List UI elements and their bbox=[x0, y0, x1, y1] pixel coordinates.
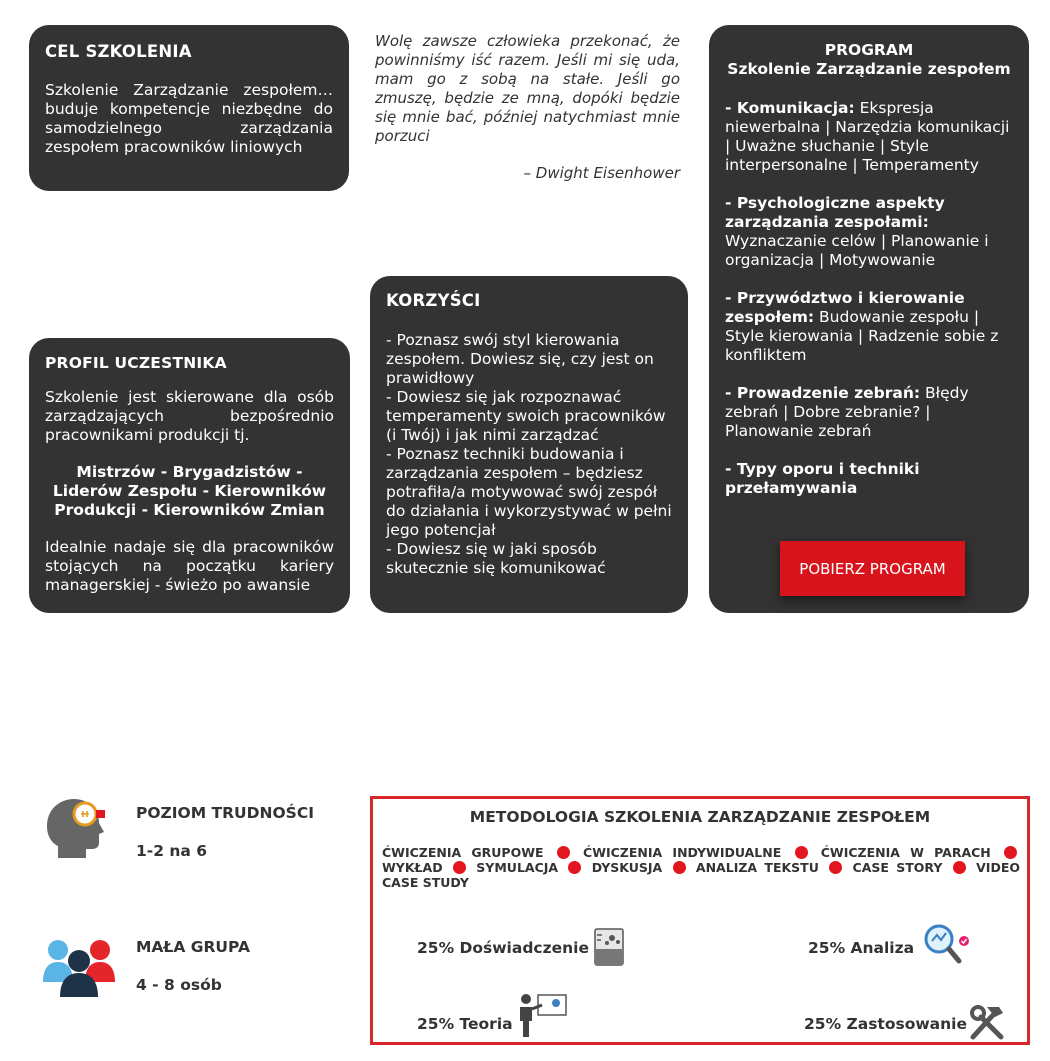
lab-beaker-icon bbox=[592, 927, 626, 971]
red-dot-icon bbox=[673, 861, 686, 874]
methodology-title: METODOLOGIA SZKOLENIA ZARZĄDZANIE ZESPOŁEM bbox=[469, 808, 931, 826]
red-dot-icon bbox=[557, 846, 570, 859]
group-people-icon bbox=[43, 936, 115, 998]
red-dot-icon bbox=[568, 861, 581, 874]
share-application: 25% Zastosowanie bbox=[804, 1015, 967, 1033]
quote-author: – Dwight Eisenhower bbox=[523, 164, 680, 182]
red-dot-icon bbox=[1004, 846, 1017, 859]
method-item: ĆWICZENIA INDYWIDUALNE bbox=[583, 845, 782, 860]
tools-hammer-wrench-icon bbox=[967, 1003, 1007, 1045]
presenter-board-icon bbox=[516, 991, 568, 1043]
share-experience: 25% Doświadczenie bbox=[417, 939, 590, 957]
benefit-item: - Dowiesz się w jaki sposób skutecznie się komunikować bbox=[386, 540, 606, 577]
goal-text: Szkolenie Zarządzanie zespołem… buduje kompetencje niezbędne do samodzielnego zarządzania zespołem pracowników liniowych bbox=[45, 81, 333, 156]
benefit-item: - Dowiesz się jak rozpoznawać temperamenty swoich pracowników (i Twój) i jak nimi zarządzać bbox=[386, 388, 666, 444]
quote-text: Wolę zawsze człowieka przekonać, że powinniśmy iść razem. Jeśli mi się uda, mam go z sobą na stałe. Jeśli go zmuszę, będzie ze mną, dopóki będzie się mnie bać, później natychmiast mnie porzuci bbox=[375, 32, 680, 145]
program-section-psychology bbox=[725, 194, 1013, 270]
methodology-list bbox=[382, 845, 1020, 890]
program-section-label: - Komunikacja: bbox=[725, 99, 855, 117]
method-item: SYMULACJA bbox=[476, 860, 559, 875]
program-section-text: Ekspresja niewerbalna | Narzędzia komunikacji | Uważne słuchanie | Style interpersonalne | Temperamenty bbox=[725, 99, 1010, 174]
program-section-label: - Przywództwo i kierowanie zespołem: bbox=[725, 289, 965, 326]
participant-profile-roles: Mistrzów - Brygadzistów - Liderów Zespołu - Kierowników Produkcji - Kierowników Zmian bbox=[52, 463, 327, 519]
participant-profile-card bbox=[29, 338, 350, 613]
method-item: DYSKUSJA bbox=[591, 860, 663, 875]
program-section-communication bbox=[725, 99, 1013, 175]
method-item: ĆWICZENIA GRUPOWE bbox=[382, 845, 544, 860]
program-title-line1: PROGRAM bbox=[824, 41, 914, 59]
red-dot-icon bbox=[795, 846, 808, 859]
red-dot-icon bbox=[953, 861, 966, 874]
download-program-button[interactable]: POBIERZ PROGRAM bbox=[780, 541, 965, 596]
methodology-box bbox=[370, 796, 1030, 1045]
program-title bbox=[725, 41, 1013, 79]
program-section-text: Budowanie zespołu | Style kierowania | Radzenie sobie z konfliktem bbox=[725, 308, 999, 364]
method-item: CASE STORY bbox=[852, 860, 943, 875]
group-size-title: MAŁA GRUPA bbox=[136, 938, 250, 956]
difficulty-title: POZIOM TRUDNOŚCI bbox=[136, 804, 314, 822]
program-card bbox=[709, 25, 1029, 613]
participant-profile-outro: Idealnie nadaje się dla pracowników stojących na początku kariery managerskiej - świeżo po awansie bbox=[45, 538, 334, 594]
goal-card bbox=[29, 25, 349, 191]
benefit-item: - Poznasz techniki budowania i zarządzania zespołem – będziesz potrafiła/a motywować swój zespół do działania i wykorzystywać w pełni jego potencjał bbox=[386, 445, 672, 539]
program-section-text: Błędy zebrań | Dobre zebranie? | Planowanie zebrań bbox=[725, 384, 969, 440]
head-lightbulb-icon bbox=[44, 796, 114, 860]
benefit-item: - Poznasz swój styl kierowania zespołem. Dowiesz się, czy jest on prawidłowy bbox=[386, 331, 654, 387]
group-size-value: 4 - 8 osób bbox=[136, 976, 222, 994]
program-section-text: Wyznaczanie celów | Planowanie i organizacja | Motywowanie bbox=[725, 232, 989, 269]
magnifier-analysis-icon bbox=[919, 921, 971, 969]
share-theory: 25% Teoria bbox=[417, 1015, 513, 1033]
participant-profile-title: PROFIL UCZESTNIKA bbox=[45, 354, 227, 372]
program-section-resistance bbox=[725, 460, 1013, 498]
program-section-label: - Prowadzenie zebrań: bbox=[725, 384, 921, 402]
method-item: VIDEO CASE STUDY bbox=[382, 860, 1020, 890]
difficulty-value: 1-2 na 6 bbox=[136, 842, 208, 860]
benefits-title: KORZYŚCI bbox=[386, 291, 481, 310]
program-section-label: - Psychologiczne aspekty zarządzania zespołami: bbox=[725, 194, 945, 231]
benefits-card bbox=[370, 276, 688, 613]
red-dot-icon bbox=[829, 861, 842, 874]
program-section-meetings bbox=[725, 384, 1013, 441]
red-dot-icon bbox=[453, 861, 466, 874]
program-title-line2: Szkolenie Zarządzanie zespołem bbox=[727, 60, 1011, 78]
method-item: ĆWICZENIA W PARACH bbox=[820, 845, 991, 860]
method-item: WYKŁAD bbox=[382, 860, 443, 875]
participant-profile-intro: Szkolenie jest skierowane dla osób zarządzających bezpośrednio pracownikami produkcji tj. bbox=[45, 388, 334, 444]
method-item: ANALIZA TEKSTU bbox=[695, 860, 819, 875]
goal-title: CEL SZKOLENIA bbox=[45, 42, 192, 61]
program-section-label: - Typy oporu i techniki przełamywania bbox=[725, 460, 920, 497]
share-analysis: 25% Analiza bbox=[808, 939, 915, 957]
program-section-leadership bbox=[725, 289, 1013, 365]
